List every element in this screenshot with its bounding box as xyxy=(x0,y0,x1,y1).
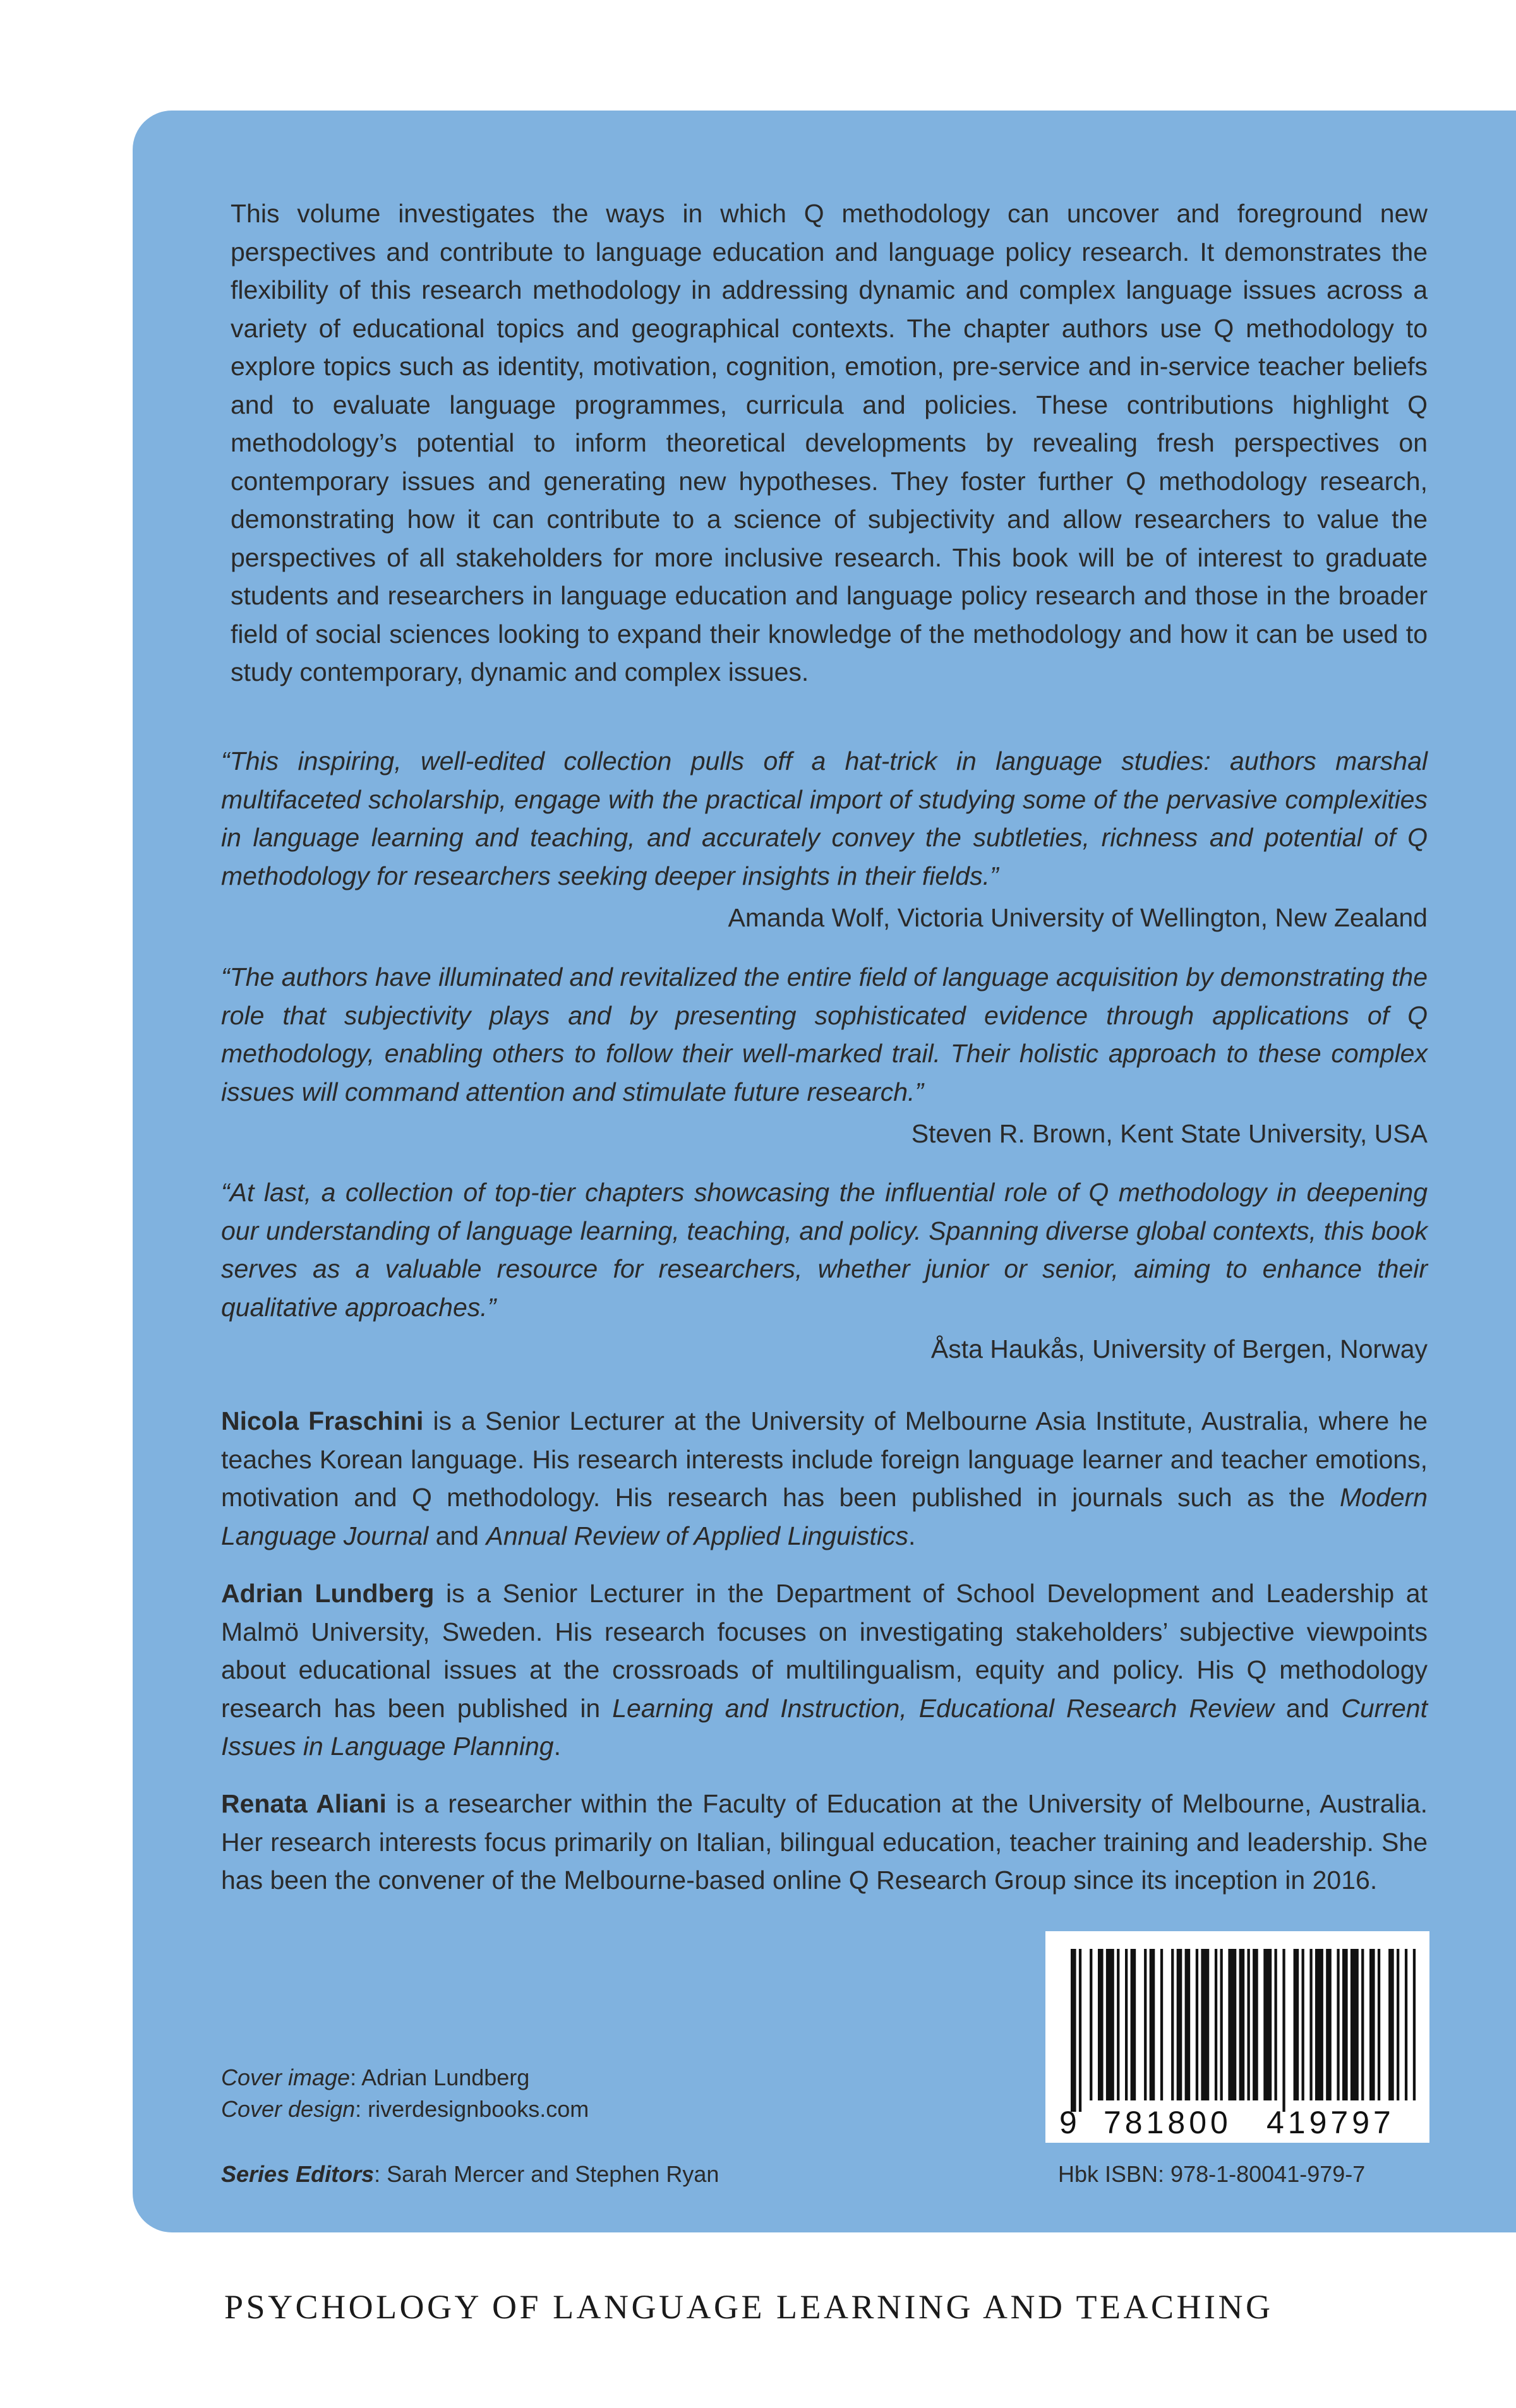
endorsement-brown xyxy=(221,958,1428,1153)
barcode-bars xyxy=(1071,1949,1416,2112)
barcode-bar xyxy=(1294,1949,1299,2100)
isbn-barcode xyxy=(1045,1931,1429,2143)
barcode-digit-lead: 9 xyxy=(1059,2105,1077,2140)
bio-text: is a Senior Lecturer in the Department of School Development and Leadership at Malmö University, Sweden. His research focuses on investigating stakeholders’ subjective viewpoints about educational issues at the crossroads of multilingualism, equity and policy. His Q methodology research has been published in xyxy=(221,1579,1428,1723)
barcode-bar xyxy=(1413,1949,1416,2100)
bio-fraschini xyxy=(221,1402,1428,1555)
series-title: PSYCHOLOGY OF LANGUAGE LEARNING AND TEACHING xyxy=(224,2288,1273,2326)
endorsement-quote: “The authors have illuminated and revitalized the entire field of language acquisition by demonstrating the role that subjectivity plays and by presenting sophisticated evidence through applications of Q methodology, enabling others to follow their well-marked trail. Their holistic approach to these complex issues will command attention and stimulate future research.” xyxy=(221,962,1428,1106)
credit-value: : Adrian Lundberg xyxy=(350,2064,530,2090)
barcode-bar xyxy=(1117,1949,1119,2100)
isbn-number: Hbk ISBN: 978-1-80041-979-7 xyxy=(1058,2161,1366,2187)
bio-text: is a Senior Lecturer at the University of Melbourne Asia Institute, Australia, where he teaches Korean language. His research interests include foreign language learner and teacher emotions, motivation and Q methodology. His research has been published in journals such as the xyxy=(221,1406,1428,1512)
barcode-bar xyxy=(1131,1949,1136,2100)
barcode-bar xyxy=(1275,1949,1277,2100)
barcode-graphic xyxy=(1045,1931,1429,2143)
journal-title: Annual Review of Applied Linguistics xyxy=(486,1521,909,1550)
bio-text: . xyxy=(553,1732,561,1761)
barcode-bar xyxy=(1302,1949,1304,2100)
barcode-bar xyxy=(1106,1949,1114,2100)
journal-title: Modern Language Journal xyxy=(221,1483,1428,1550)
bio-text: is a researcher within the Faculty of Education at the University of Melbourne, Australia. Her research interests focus primarily on Italian, bilingual education, teacher training and leadership. She has been the convener of the Melbourne-based online Q Research Group since its inception in 2016. xyxy=(221,1789,1428,1895)
credit-label: Cover image xyxy=(221,2064,351,2090)
barcode-bar xyxy=(1361,1949,1364,2100)
author-name: Adrian Lundberg xyxy=(221,1579,435,1608)
bio-text: and xyxy=(1273,1693,1342,1723)
cover-image-credit xyxy=(221,2062,529,2094)
barcode-bar xyxy=(1171,1949,1174,2100)
author-name: Renata Aliani xyxy=(221,1789,387,1818)
endorsement-quote: “This inspiring, well-edited collection pulls off a hat-trick in language studies: authors marshal multifaceted scholarship, engage with the practical import of studying some of the pervasive complexities in language learning and teaching, and accurately convey the subtleties, richness and potential of Q methodology for researchers seeking deeper insights in their fields.” xyxy=(221,746,1428,890)
barcode-bar xyxy=(1220,1949,1223,2100)
barcode-bar xyxy=(1125,1949,1128,2100)
barcode-bar xyxy=(1150,1949,1155,2100)
journal-title: Learning and Instruction, Educational Research Review xyxy=(612,1693,1274,1723)
barcode-bar xyxy=(1309,1949,1312,2100)
barcode-bar xyxy=(1342,1949,1348,2100)
journal-title: Current Issues in Language Planning xyxy=(221,1693,1428,1761)
endorsement-haukas xyxy=(221,1173,1428,1368)
barcode-bar xyxy=(1388,1949,1394,2100)
barcode-bar xyxy=(1201,1949,1209,2100)
barcode-bar xyxy=(1315,1949,1323,2100)
barcode-bar xyxy=(1098,1949,1104,2100)
barcode-bar xyxy=(1378,1949,1380,2100)
endorsement-attribution: Steven R. Brown, Kent State University, USA xyxy=(911,1119,1428,1148)
barcode-digits-left: 781800 xyxy=(1104,2105,1232,2140)
barcode-bar xyxy=(1253,1949,1258,2100)
bio-text: and xyxy=(428,1521,486,1550)
barcode-bar xyxy=(1239,1949,1245,2100)
barcode-bar xyxy=(1397,1949,1399,2100)
credit-value: : riverdesignbooks.com xyxy=(355,2096,589,2122)
barcode-bar xyxy=(1248,1949,1250,2100)
barcode-bar xyxy=(1215,1949,1217,2100)
series-value: : Sarah Mercer and Stephen Ryan xyxy=(374,2161,719,2187)
barcode-bar xyxy=(1196,1949,1198,2100)
barcode-bar xyxy=(1090,1949,1092,2100)
series-label: Series Editors xyxy=(221,2161,375,2187)
barcode-bar xyxy=(1263,1949,1272,2100)
barcode-bar xyxy=(1071,1949,1076,2112)
barcode-bar xyxy=(1144,1949,1146,2100)
credit-label: Cover design xyxy=(221,2096,356,2122)
barcode-bar xyxy=(1228,1949,1236,2100)
barcode-bar xyxy=(1405,1949,1407,2100)
endorsement-wolf xyxy=(221,742,1428,937)
barcode-bar xyxy=(1282,1949,1285,2112)
cover-design-credit xyxy=(221,2094,589,2125)
barcode-bar xyxy=(1351,1949,1359,2100)
barcode-bar xyxy=(1326,1949,1332,2100)
bio-text: . xyxy=(908,1521,916,1550)
bio-aliani xyxy=(221,1785,1428,1900)
book-description: This volume investigates the ways in which Q methodology can uncover and foreground new perspectives and contribute to language education and language policy research. It demonstrates the flexibility of this research methodology in addressing dynamic and complex language issues across a variety of educational topics and geographical contexts. The chapter authors use Q methodology to explore topics such as identity, motivation, cognition, emotion, pre-service and in-service teacher beliefs and to evaluate language programmes, curricula and policies. These contributions highlight Q methodology’s potential to inform theoretical developments by revealing fresh perspectives on contemporary issues and generating new hypotheses. They foster further Q methodology research, demonstrating how it can contribute to a science of subjectivity and allow researchers to value the perspectives of all stakeholders for more inclusive research. This book will be of interest to graduate students and researchers in language education and language policy research and those in the broader field of social sciences looking to expand their knowledge of the methodology and how it can be used to study contemporary, dynamic and complex issues. xyxy=(231,199,1428,686)
series-editors xyxy=(221,2159,719,2190)
endorsement-attribution: Åsta Haukås, University of Bergen, Norway xyxy=(930,1334,1428,1363)
barcode-bar xyxy=(1369,1949,1375,2100)
barcode-bar xyxy=(1337,1949,1339,2100)
barcode-bar xyxy=(1185,1949,1191,2100)
endorsement-attribution: Amanda Wolf, Victoria University of Wellington, New Zealand xyxy=(728,903,1428,932)
bio-lundberg xyxy=(221,1574,1428,1766)
barcode-digits-right: 419797 xyxy=(1266,2105,1395,2140)
endorsement-quote: “At last, a collection of top-tier chapters showcasing the influential role of Q methodology in deepening our understanding of language learning, teaching, and policy. Spanning diverse global contexts, this book serves as a valuable resource for researchers, whether junior or senior, aiming to enhance their qualitative approaches.” xyxy=(221,1178,1428,1322)
author-name: Nicola Fraschini xyxy=(221,1406,424,1435)
barcode-bar xyxy=(1079,1949,1081,2112)
barcode-bar xyxy=(1160,1949,1163,2100)
barcode-bar xyxy=(1177,1949,1182,2100)
